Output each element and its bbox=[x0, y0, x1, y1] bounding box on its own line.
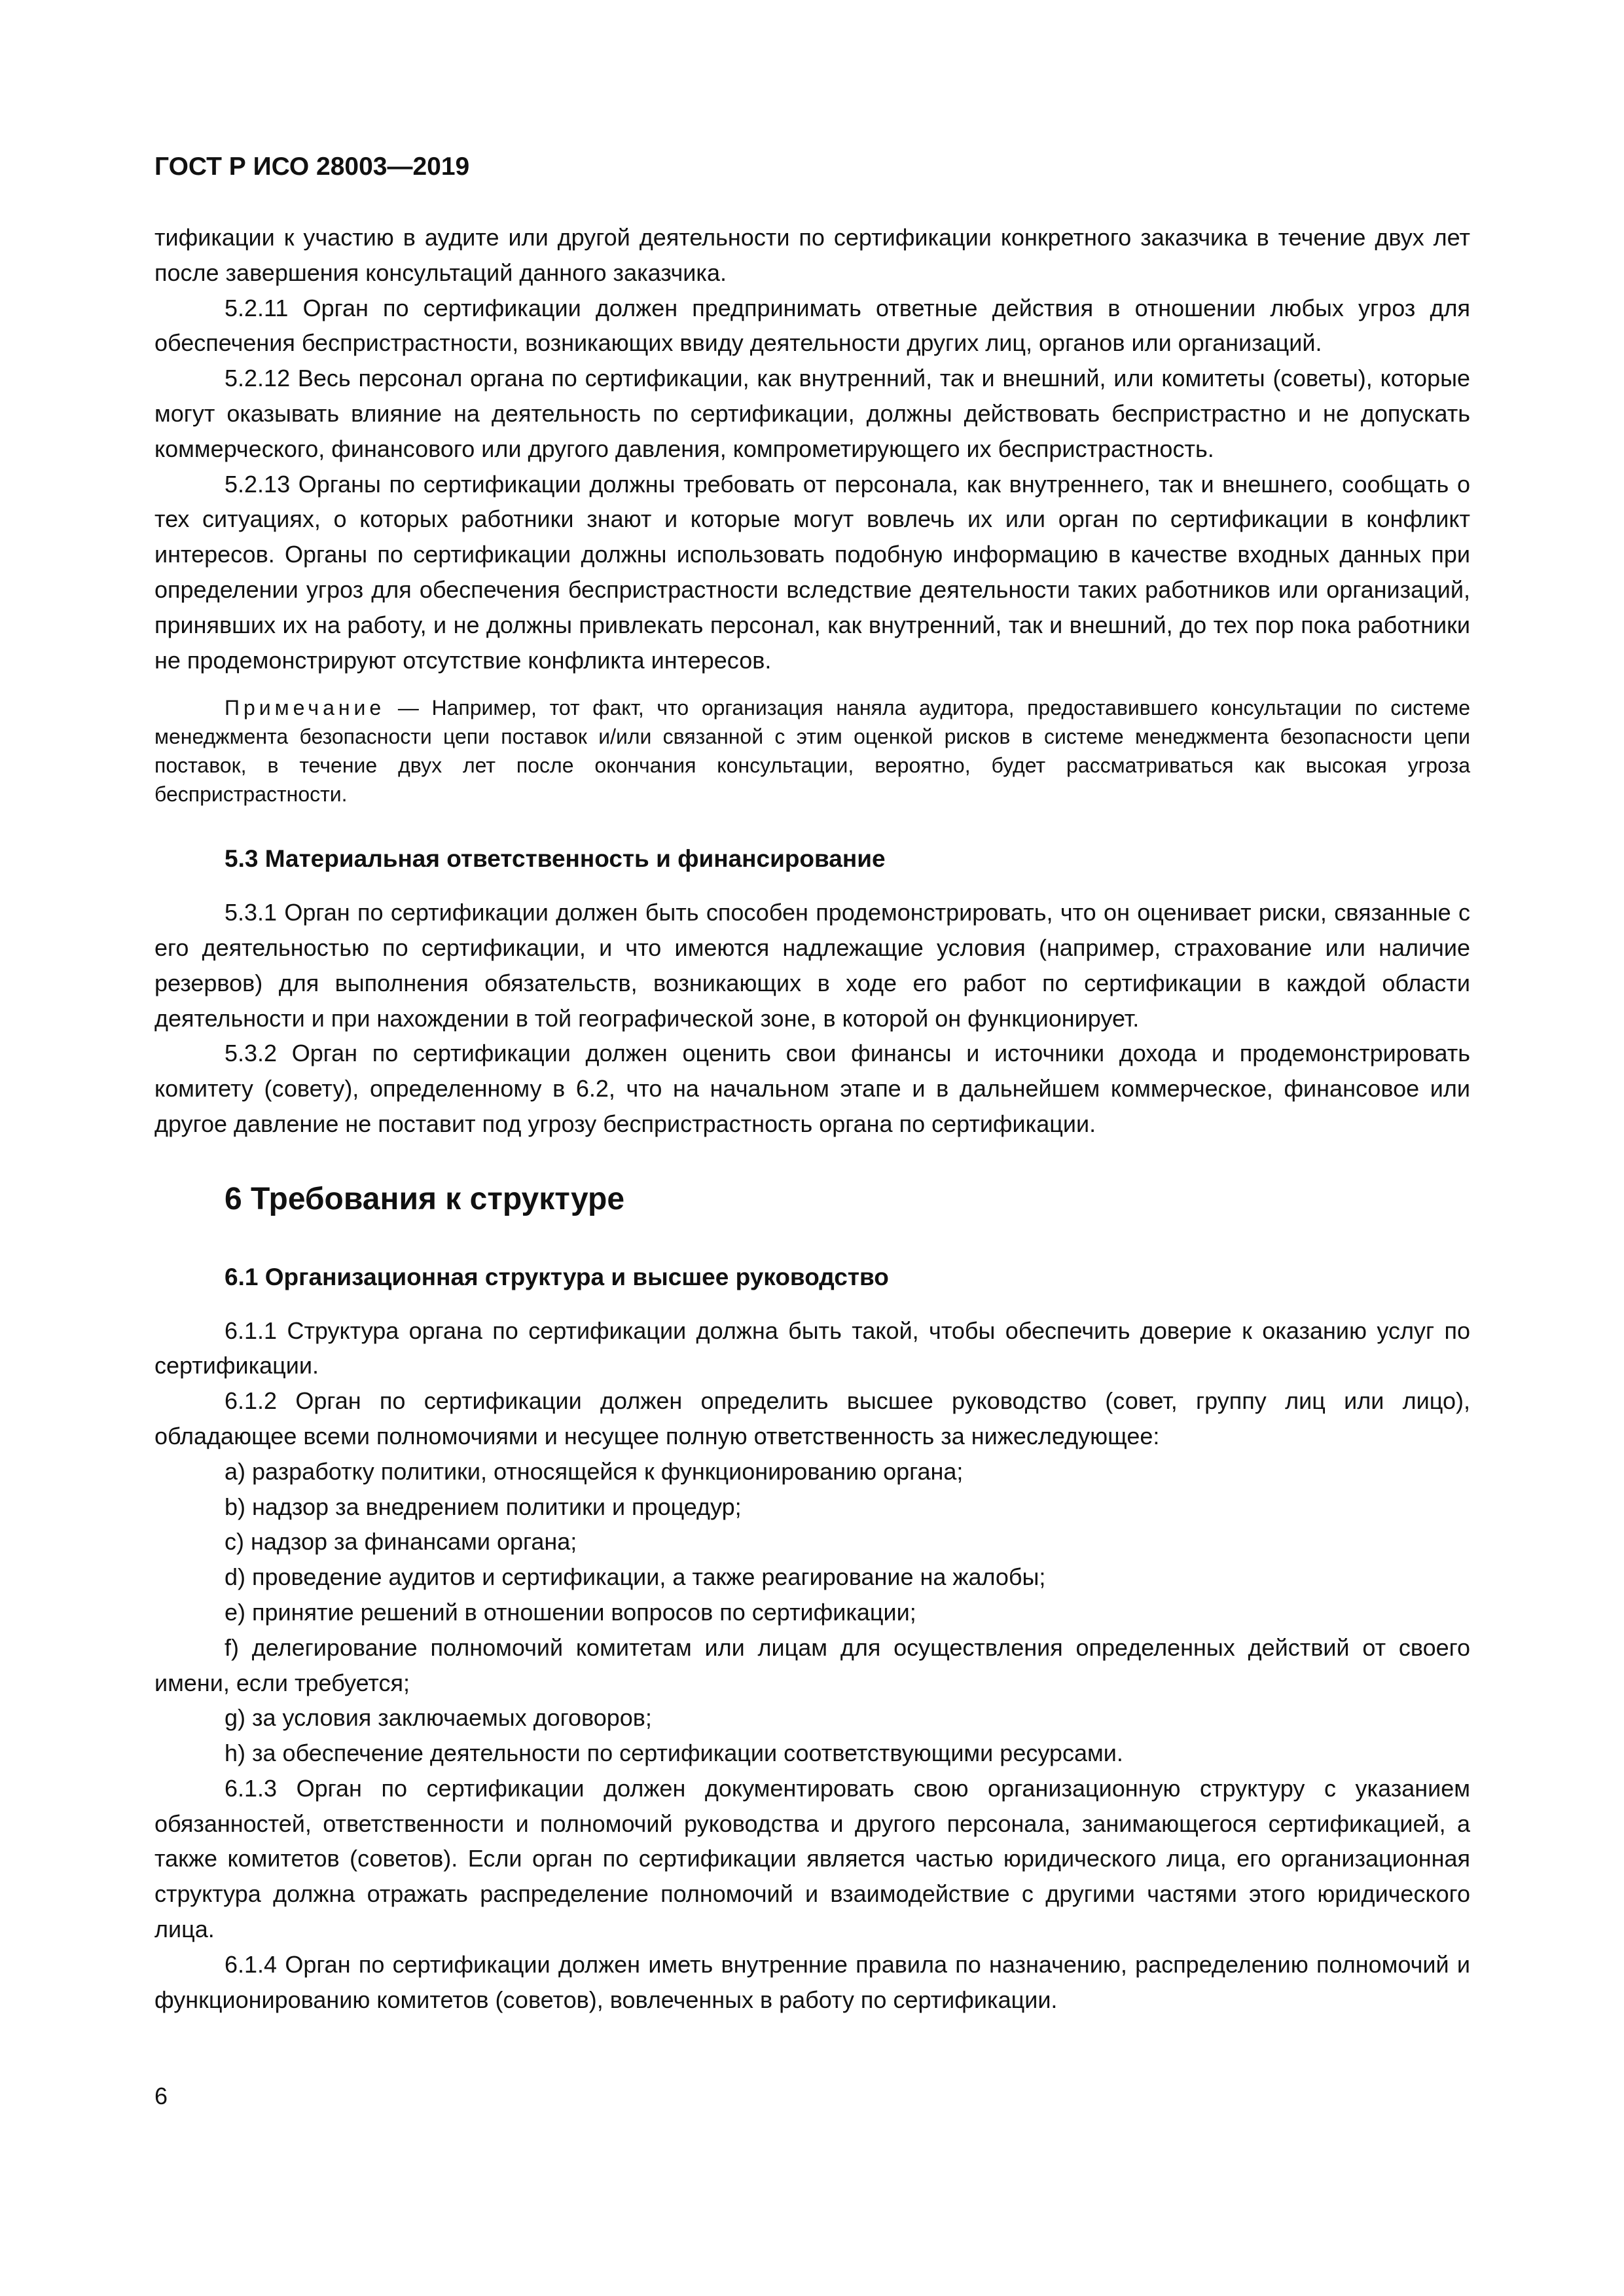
note-text: — Например, тот факт, что организация наняла аудитора, предоставившего консультации по системе менеджмента безопасности цепи поставок и/или связанной с этим оценкой рисков в системе менеджмента безопасности цепи поставок, в течение двух лет после окончания консультации, вероятно, будет рассматриваться как высокая угроза беспристрастности. bbox=[154, 696, 1470, 807]
heading-6: 6 Требования к структуре bbox=[225, 1181, 625, 1216]
paragraph-6-1-4: 6.1.4 Орган по сертификации должен иметь внутренние правила по назначению, распределению полномочий и функционированию комитетов (советов), вовлеченных в работу по сертификации. bbox=[154, 1950, 1470, 2013]
list-item-e: e) принятие решений в отношении вопросов по сертификации; bbox=[225, 1598, 916, 1626]
note-label: Примечание bbox=[225, 696, 386, 720]
list-item-g: g) за условия заключаемых договоров; bbox=[225, 1704, 652, 1732]
paragraph-5-2-13: 5.2.13 Органы по сертификации должны требовать от персонала, как внутреннего, так и внешнего, сообщать о тех ситуациях, о которых работники знают и которые могут вовлечь их или орган по сертификации в конфликт интересов. Органы по сертификации должны использовать подобную информацию в качестве входных данных при определении угроз для обеспечения беспристрастности вследствие деятельности таких работников или организаций, принявших их на работу, и не должны привлекать персонал, как внутренний, так и внешний, до тех пор пока работники не продемонстрируют отсутствие конфликта интересов. bbox=[154, 470, 1470, 674]
list-item-d: d) проведение аудитов и сертификации, а также реагирование на жалобы; bbox=[225, 1563, 1046, 1591]
list-item-f: f) делегирование полномочий комитетам или лицам для осуществления определенных действий от своего имени, если требуется; bbox=[154, 1633, 1470, 1696]
list-item-b: b) надзор за внедрением политики и процедур; bbox=[225, 1493, 742, 1520]
paragraph-5-3-1: 5.3.1 Орган по сертификации должен быть способен продемонстрировать, что он оценивает риски, связанные с его деятельностью по сертификации, и что имеются надлежащие условия (например, страхование или наличие резервов) для выполнения обязательств, возникающих в ходе его работ по сертификации в каждой области деятельности и при нахождении в той географической зоне, в которой он функционирует. bbox=[154, 899, 1470, 1032]
document-header: ГОСТ Р ИСО 28003—2019 bbox=[154, 153, 470, 181]
list-item-h: h) за обеспечение деятельности по сертификации соответствующими ресурсами. bbox=[225, 1740, 1123, 1767]
list-item-c: c) надзор за финансами органа; bbox=[225, 1528, 577, 1556]
heading-5-3: 5.3 Материальная ответственность и финансирование bbox=[225, 845, 886, 873]
paragraph-continuation: тификации к участию в аудите или другой деятельности по сертификации конкретного заказчика в течение двух лет после завершения консультаций данного заказчика. bbox=[154, 224, 1470, 286]
paragraph-6-1-3: 6.1.3 Орган по сертификации должен документировать свою организационную структуру с указанием обязанностей, ответственности и полномочий руководства и другого персонала, занимающегося сертификацией, а также комитетов (советов). Если орган по сертификации является частью юридического лица, его организационная структура должна отражать распределение полномочий и взаимодействие с другими частями этого юридического лица. bbox=[154, 1774, 1470, 1943]
note bbox=[154, 693, 1470, 809]
paragraph-6-1-1: 6.1.1 Структура органа по сертификации должна быть такой, чтобы обеспечить доверие к оказанию услуг по сертификации. bbox=[154, 1317, 1470, 1379]
paragraph-5-2-12: 5.2.12 Весь персонал органа по сертификации, как внутренний, так и внешний, или комитеты (советы), которые могут оказывать влияние на деятельность по сертификации, должны действовать беспристрастно и не допускать коммерческого, финансового или другого давления, компрометирующего их беспристрастность. bbox=[154, 365, 1470, 462]
paragraph-5-2-11: 5.2.11 Орган по сертификации должен предпринимать ответные действия в отношении любых угроз для обеспечения беспристрастности, возникающих ввиду деятельности других лиц, органов или организаций. bbox=[154, 294, 1470, 357]
page-number: 6 bbox=[154, 2083, 168, 2109]
paragraph-5-3-2: 5.3.2 Орган по сертификации должен оценить свои финансы и источники дохода и продемонстрировать комитету (совету), определенному в 6.2, что на начальном этапе и в дальнейшем коммерческое, финансовое или другое давление не поставит под угрозу беспристрастность органа по сертификации. bbox=[154, 1040, 1470, 1137]
list-item-a: a) разработку политики, относящейся к функционированию органа; bbox=[225, 1457, 964, 1485]
heading-6-1: 6.1 Организационная структура и высшее руководство bbox=[225, 1263, 889, 1290]
paragraph-6-1-2: 6.1.2 Орган по сертификации должен определить высшее руководство (совет, группу лиц или лицо), обладающее всеми полномочиями и несущее полную ответственность за нижеследующее: bbox=[154, 1387, 1470, 1449]
document-body bbox=[154, 220, 1470, 2017]
